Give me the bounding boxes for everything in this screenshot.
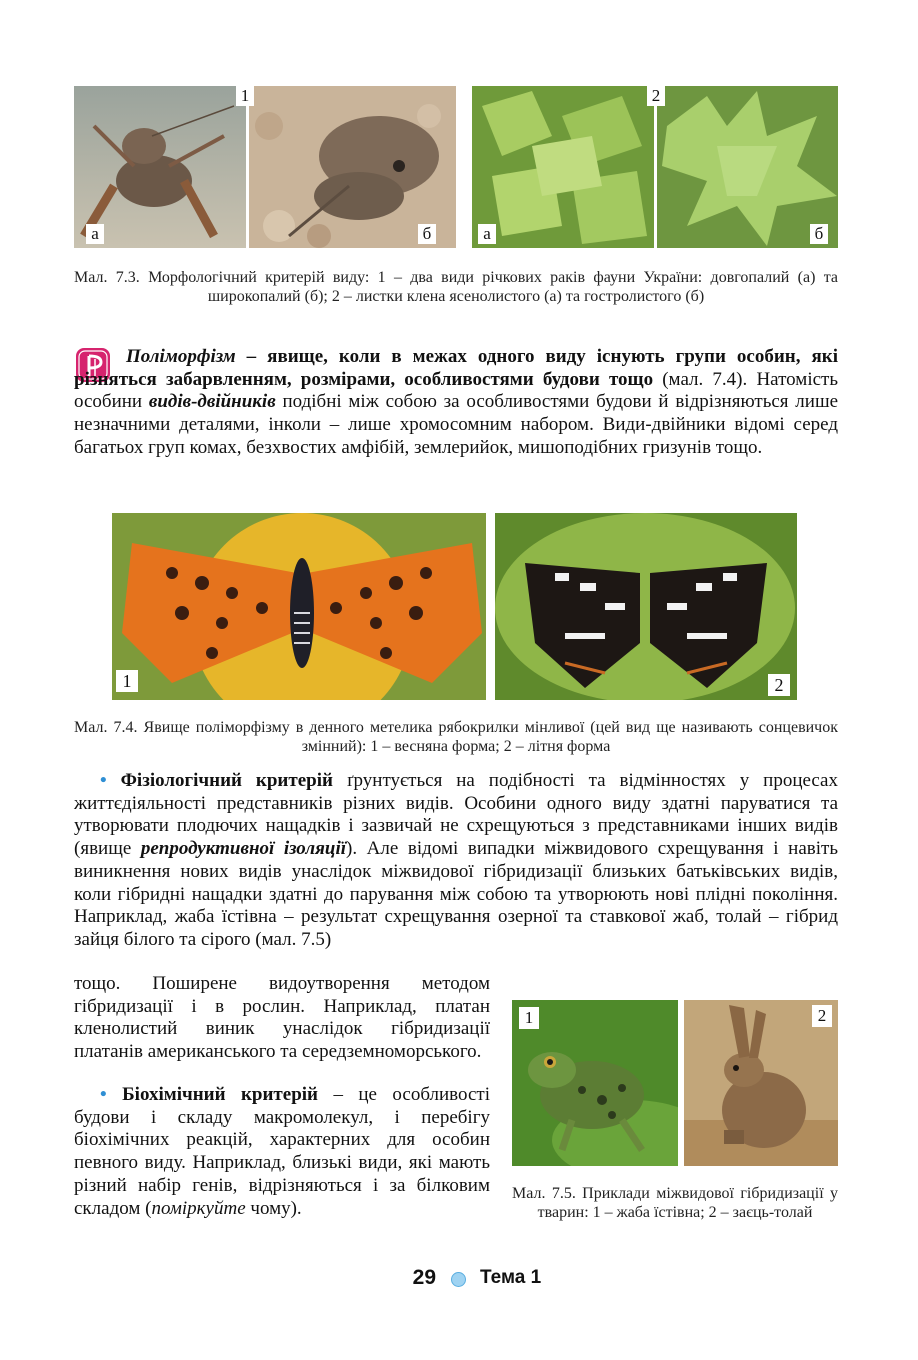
figure-7-3-label-b-left: б bbox=[418, 224, 436, 244]
reproductive-isolation-term: репродуктивної ізоляції bbox=[140, 838, 346, 860]
physiological-text-b: ). Але відомі випадки міжвидового схрещування і навіть виникнення нових видів унаслідок міжвидової гібридизації близьких батьківських видів, коли гібридні нащадки здатні до парування між собою та утворюють нові плідні покоління. Наприклад, жаба їстівна – результат схрещування озерної та ставкової жаб, толай – гібрид зайця білого та сірого (мал. 7.5) bbox=[74, 838, 838, 950]
biochemical-term: Біохімічний критерій bbox=[122, 1084, 318, 1105]
physiological-paragraph bbox=[74, 770, 838, 952]
figure-7-5-caption: Мал. 7.5. Приклади міжвидової гібридизації у тварин: 1 – жаба їстівна; 2 – заєць-толай bbox=[512, 1185, 838, 1221]
figure-7-4-label-1: 1 bbox=[116, 670, 138, 692]
polymorphism-paragraph bbox=[74, 346, 838, 460]
physiological-paragraph-continued: тощо. Поширене видоутворення методом гібридизації і в рослин. Наприклад, платан кленолистий виник унаслідок гібридизації платанів американського та середземноморського. bbox=[74, 973, 490, 1063]
figure-7-3-caption: Мал. 7.3. Морфологічний критерій виду: 1 – два види річкових раків фауни України: довгопалий (а) та широкопалий (б); 2 – листки клена ясенолистого (а) та гостролистого (б) bbox=[74, 269, 838, 305]
photo-butterfly-summer-form bbox=[495, 513, 797, 700]
polymorphism-text-a: Натомість особини bbox=[74, 368, 838, 413]
physiological-term: Фізіологічний критерій bbox=[120, 770, 333, 791]
polymorphism-term: Поліморфізм bbox=[126, 346, 236, 367]
figure-7-3-label-1: 1 bbox=[236, 86, 254, 106]
sibling-species-term: видів-двійників bbox=[148, 391, 276, 413]
biochemical-bullet: • bbox=[100, 1084, 107, 1105]
page-number: 29 bbox=[412, 1266, 436, 1289]
polymorphism-text-b: подібні між собою за особливостями будови й відрізняються лише незначними деталями, інколи – лише хромосомним набором. Види-двійники відомі серед багатьох груп комах, безхвостих амфібій, землерийок, мишоподібних гризунів тощо. bbox=[74, 391, 839, 458]
figure-7-3-label-a-right: а bbox=[478, 224, 496, 244]
biochemical-text-b: чому). bbox=[245, 1197, 302, 1219]
biochemical-text-a: – це особливості будови і складу макромолекул, і перебігу біохімічних реакцій, характерних для особин певного виду. Наприклад, близькі види, які мають різний набір генів, відрізняються і за білковим складом ( bbox=[74, 1084, 491, 1219]
figure-7-4-label-2: 2 bbox=[768, 674, 790, 696]
physiological-bullet: • bbox=[100, 770, 107, 791]
figure-7-5-label-1: 1 bbox=[519, 1007, 539, 1029]
footer-topic: Тема 1 bbox=[480, 1267, 542, 1288]
figure-7-3-label-b-right: б bbox=[810, 224, 828, 244]
think-term: поміркуйте bbox=[151, 1197, 246, 1219]
figure-7-4-caption: Мал. 7.4. Явище поліморфізму в денного метелика рябокрилки мінливої (цей вид ще називають сонцевичок змінний): 1 – весняна форма; 2 – літня форма bbox=[74, 719, 838, 755]
figure-7-3-label-2: 2 bbox=[647, 86, 665, 106]
footer-circle-icon bbox=[451, 1272, 466, 1287]
figure-7-5-label-2: 2 bbox=[812, 1005, 832, 1027]
figure-7-3-label-a-left: а bbox=[86, 224, 104, 244]
physiological-text-a: ґрунтується на подібності та відмінностях у процесах життєдіяльності представників різних видів. Особини одного виду здатні паруватися та утворювати плодючих нащадків і зазвичай не схрещуються з представниками інших видів (явище bbox=[74, 770, 838, 860]
polymorphism-ref: (мал. 7.4). bbox=[653, 368, 757, 390]
photo-maple-ash-leaved bbox=[472, 86, 654, 248]
polymorphism-definition: – явище, коли в межах одного виду існують групи особин, які різняться забарвленням, розмірами, особливостями будови тощо bbox=[74, 346, 838, 390]
photo-butterfly-spring-form bbox=[112, 513, 486, 700]
biochemical-paragraph bbox=[74, 1084, 490, 1220]
